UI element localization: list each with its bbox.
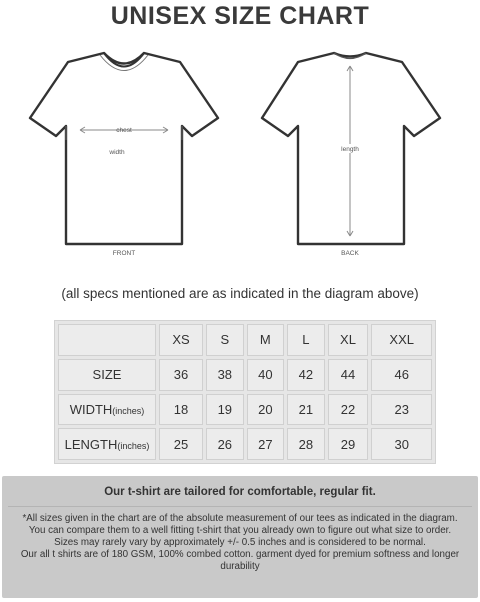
table-cell: 44 — [328, 359, 369, 391]
size-header: M — [247, 324, 285, 356]
table-cell: 19 — [206, 394, 244, 426]
info-paragraph: Sizes may rarely vary by approximately +/- 0.5 inches and is considered to be normal. — [54, 537, 426, 548]
info-divider — [8, 506, 472, 507]
row-label — [58, 428, 156, 460]
table-cell: 46 — [371, 359, 432, 391]
table-cell: 26 — [206, 428, 244, 460]
corner-cell — [58, 324, 156, 356]
table-cell: 40 — [247, 359, 285, 391]
info-box — [2, 476, 478, 598]
table-cell: 29 — [328, 428, 369, 460]
table-cell: 42 — [287, 359, 325, 391]
table-row — [58, 428, 432, 460]
tshirt-diagram — [0, 40, 480, 265]
row-label — [58, 359, 156, 391]
length-label: length — [341, 146, 359, 153]
front-label: FRONT — [112, 250, 136, 257]
row-label-text: SIZE — [92, 367, 122, 383]
size-header: XS — [159, 324, 203, 356]
table-cell: 18 — [159, 394, 203, 426]
table-cell: 25 — [159, 428, 203, 460]
front-tshirt-illustration — [18, 40, 230, 265]
table-cell: 22 — [328, 394, 369, 426]
table-cell: 27 — [247, 428, 285, 460]
size-header: S — [206, 324, 244, 356]
back-tshirt-illustration — [250, 40, 462, 265]
row-label-text: WIDTH — [69, 401, 113, 417]
table-cell: 23 — [371, 394, 432, 426]
info-paragraph: Our all t shirts are of 180 GSM, 100% combed cotton. garment dyed for premium softness and longer durability — [20, 549, 460, 572]
table-cell: 21 — [287, 394, 325, 426]
table-cell: 30 — [371, 428, 432, 460]
table-row — [58, 359, 432, 391]
info-lead: Our t-shirt are tailored for comfortable, regular fit. — [104, 486, 376, 498]
table-cell: 36 — [159, 359, 203, 391]
row-unit: (inches) — [117, 440, 150, 451]
size-header-row — [58, 324, 432, 356]
width-label: width — [109, 149, 125, 156]
page-title: UNISEX SIZE CHART — [110, 2, 370, 30]
back-label: BACK — [341, 250, 359, 257]
row-unit: (inches) — [112, 405, 145, 416]
table-cell: 38 — [206, 359, 244, 391]
chest-label: chest — [116, 127, 132, 134]
size-header: XL — [328, 324, 369, 356]
size-header: L — [287, 324, 325, 356]
table-row — [58, 394, 432, 426]
row-label-text: LENGTH — [64, 436, 118, 452]
size-header: XXL — [371, 324, 432, 356]
diagram-note: (all specs mentioned are as indicated in the diagram above) — [61, 286, 419, 301]
table-cell: 28 — [287, 428, 325, 460]
info-paragraph: *All sizes given in the chart are of the absolute measurement of our tees as indicated in the diagram. You can compare them to a well fitting t-shirt that you already own to figure out what size to order. — [22, 513, 458, 536]
table-cell: 20 — [247, 394, 285, 426]
size-table — [54, 320, 436, 464]
row-label — [58, 394, 156, 426]
